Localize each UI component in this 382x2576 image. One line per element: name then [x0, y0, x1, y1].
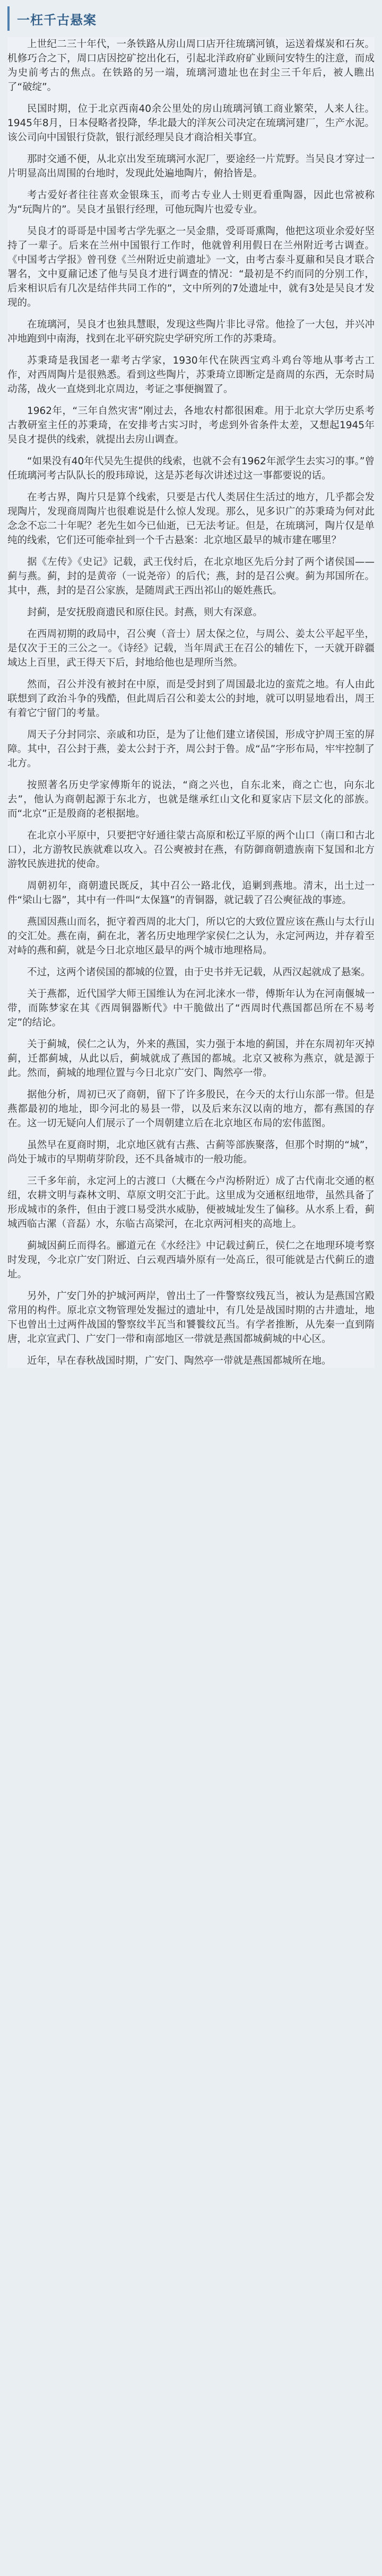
article-paragraph: 三千多年前，永定河上的古渡口（大概在今卢沟桥附近）成了古代南北交通的枢纽，农耕文明与森林文明、草原文明交汇于此。这里成为交通枢纽地带，虽然具备了形成城市的条件，但由于渡口易受洪水威胁，便被城址发生了偏移。从水系上看，蓟城西临古漯（音磊）水，东临古高梁河，在北京两河相夹的高地上。 — [7, 1176, 375, 1230]
article-paragraph: 周天子分封同宗、亲戚和功臣，是为了让他们建立诸侯国，形成守护周王室的屏障。其中，召公封于燕，姜太公封于齐，周公封于鲁。成“品”字形布局，牢牢控制了北方。 — [7, 729, 375, 769]
article-paragraph: 关于燕都，近代国学大师王国维认为在河北涞水一带，傅斯年认为在河南偃城一带，而陈梦家在其《西周铜器断代》中干脆做出了“西周时代燕国都邑所在不易考定”的结论。 — [7, 989, 375, 1028]
article-paragraph: 据《左传》《史记》记载，武王伐纣后，在北京地区先后分封了两个诸侯国——蓟与燕。蓟，封的是黄帝（一说尧帝）的后代；燕，封的是召公奭。蓟为邦国所在。其中，燕，封的是召公家族，是随周武王西出祁山的姬姓燕氏。 — [7, 557, 375, 596]
article-paragraph: 燕国因燕山而名，扼守着西周的北大门，所以它的大致位置应该在燕山与太行山的交汇处。燕在南，蓟在北，著名历史地理学家侯仁之认为，永定河两边，并存着至对峙的燕和蓟，就是今日北京地区最早的两个城市地理格局。 — [7, 916, 375, 956]
article-paragraph: 据他分析，周初已灭了商朝，留下了许多殷民，在今天的太行山东部一带。但是燕都最初的地址，即今河北的易县一带，以及后来东汉以南的地方，都有燕国的存在。这一切无疑向人们展示了一个周朝建立后在北京地区布局的宏伟蓝图。 — [7, 1089, 375, 1129]
article-paragraph: 不过，这两个诸侯国的都城的位置，由于史书并无记载，从西汉起就成了悬案。 — [27, 967, 371, 978]
article-paragraph: 民国时期，位于北京西南40余公里处的房山琉璃河镇工商业繁荣，人来人往。1945年8月，日本侵略者投降，华北最大的洋灰公司决定在琉璃河建厂，生产水泥。该公司向中国银行贷款，银行派经理吴良才商洽相关事宜。 — [7, 103, 375, 143]
article-title-bar — [7, 6, 375, 31]
article-paragraph: “如果没有40年代吴先生提供的线索，也就不会有1962年派学生去实习的事。”曾任琉璃河考古队队长的殷玮璋说，这是苏老每次讲述过这一事都要说的话。 — [7, 456, 375, 481]
article-paragraph: 然而，召公并没有被封在中原，而是受封到了周国最北边的蛮荒之地。有人由此联想到了政治斗争的残酷，但此周后召公和姜太公的封地，就可以明显地看出，周王有着它宁留门的考量。 — [7, 679, 375, 719]
article-paragraph: 在琉璃河，吴良才也独具慧眼，发现这些陶片非比寻常。他捡了一大包，并兴冲冲地跑到中南海，找到在北平研究院史学研究所工作的苏秉琦。 — [7, 319, 375, 345]
article-paragraph: 1962年，“三年自然灾害”刚过去，各地农村都很困难。用于北京大学历史系考古教研室主任的苏秉琦，在安排考古实习时，考虑到外省条件太差，又想起1945年吴良才提供的线索，就提出去房山调查。 — [7, 405, 375, 445]
article-paragraph: 苏秉琦是我国老一辈考古学家，1930年代在陕西宝鸡斗鸡台等地从事考古工作，对西周陶片是很熟悉。看到这些陶片，苏秉琦立即断定是商周的东西，无奈时局动荡，战火一直烧到北京周边，考证之事便搁置了。 — [7, 355, 375, 395]
article-paragraph: 那时交通不便，从北京出发至琉璃河水泥厂，要途经一片荒野。当吴良才穿过一片明显高出周围的台地时，发现此处遍地陶片，俯拾皆是。 — [7, 154, 375, 179]
article-paragraph: 关于蓟城，侯仁之认为，外来的燕国，实力强于本地的蓟国，并在东周初年灭掉蓟，迁都蓟城，从此以后，蓟城就成了燕国的都城。北京又被称为燕京，就是源于此。然而，蓟城的地理位置与今日北京广安门、陶然亭一带。 — [7, 1039, 375, 1079]
article-paragraph: 封蓟，是安抚殷商遗民和原住民。封燕，则大有深意。 — [27, 607, 263, 618]
article-body — [7, 37, 375, 1368]
article-paragraph: 按照著名历史学家傅斯年的说法，“商之兴也，自东北来，商之亡也，向东北去”，他认为商朝起源于东北方，也就是继承红山文化和夏家店下层文化的部族。而“北京”正是殷商的老根据地。 — [7, 780, 375, 819]
article-paragraph: 周朝初年，商朝遗民既反，其中召公一路北伐，追剿到燕地。清末，出土过一件“梁山七器”，其中有一件叫“太保簋”的青铜器，就记载了召公奭征战的事迹。 — [7, 880, 375, 906]
article-paragraph: 考古爱好者往往喜欢金银珠玉，而考古专业人士则更看重陶器，因此也常被称为“玩陶片的”。吴良才虽银行经理，可他玩陶片也爱专业。 — [7, 190, 375, 215]
article-title: 一枉千古悬案 — [17, 12, 97, 28]
article-paragraph: 近年，早在春秋战国时期，广安门、陶然亭一带就是燕国都城所在地。 — [27, 1355, 332, 1366]
article-paragraph: 蓟城因蓟丘而得名。郦道元在《水经注》中记载过蓟丘，侯仁之在地理环境考察时发现，今北京广安门附近、白云观西墙外原有一处高丘，很可能就是古代蓟丘的遗址。 — [7, 1240, 375, 1280]
article-paragraph: 在西周初期的政局中，召公奭（音士）居太保之位，与周公、姜太公平起平坐，是仅次于王的三公之一。《诗经》记载，当年周武王在召公的辅佐下，一天就开辟疆域达上百里，武王得天下后，封地给他也是理所当然。 — [7, 629, 375, 668]
article-paragraph: 吴良才的哥哥是中国考古学先驱之一吴金鼎，受哥哥熏陶，他把这项业余爱好坚持了一辈子。后来在兰州中国银行工作时，他就曾利用假日在兰州附近考古调查。《中国考古学报》曾刊登《兰州附近史前遗址》一文，由考古泰斗夏鼐和吴良才联合署名，文中夏鼐记述了他与吴良才进行调查的情况：“最初是不约而同的分别工作，后来相识后有几次是结伴共同工作的”，文中所列的7处遗址中，就有3处是吴良才发现的。 — [7, 226, 375, 308]
article-paragraph: 在考古界，陶片只是算个线索，只要是古代人类居住生活过的地方，几乎都会发现陶片，发现商周陶片也很难说是什么惊人发现。那么，见多识广的苏秉琦为何对此念念不忘二十年呢？老先生如今已仙逝，已无法考证。但是，在琉璃河，陶片仅是单纯的线索，它们还可能牵扯到一个千古悬案：北京地区最早的城市建在哪里？ — [7, 492, 375, 546]
article-paragraph: 虽然早在夏商时期，北京地区就有古燕、古蓟等部族聚落，但那个时期的“城”，尚处于城市的早期萌芽阶段，还不具备城市的一般功能。 — [7, 1140, 375, 1165]
article-paragraph: 在北京小平原中，只要把守好通往蒙古高原和松辽平原的两个山口（南口和古北口），北方游牧民族就难以攻入。召公奭被封在燕，有防御商朝遗族南下复国和北方游牧民族进扰的使命。 — [7, 830, 375, 870]
article-paragraph: 另外，广安门外的护城河两岸，曾出土了一件警察纹残瓦当，被认为是燕国宫殿常用的构件。原北京文物管理处发掘过的遗址中，有几处是战国时期的古井遗址，地下也曾出土过两件战国的警察纹半瓦当和饕餮纹瓦当。有学者推断，从先秦一直到隋唐，北京宣武门、广安门一带和南部地区一带就是燕国都城蓟城的中心区。 — [7, 1291, 375, 1345]
article-paragraph: 上世纪二三十年代，一条铁路从房山周口店开往琉璃河镇，运送着煤炭和石灰。机修巧合之下，周口店因挖矿挖出化石，引起北洋政府矿业顾问安特生的注意，而成为史前考古的焦点。在铁路的另一端，琉璃河遗址也在封尘三千年后，被人瞧出了“破绽”。 — [7, 39, 375, 93]
